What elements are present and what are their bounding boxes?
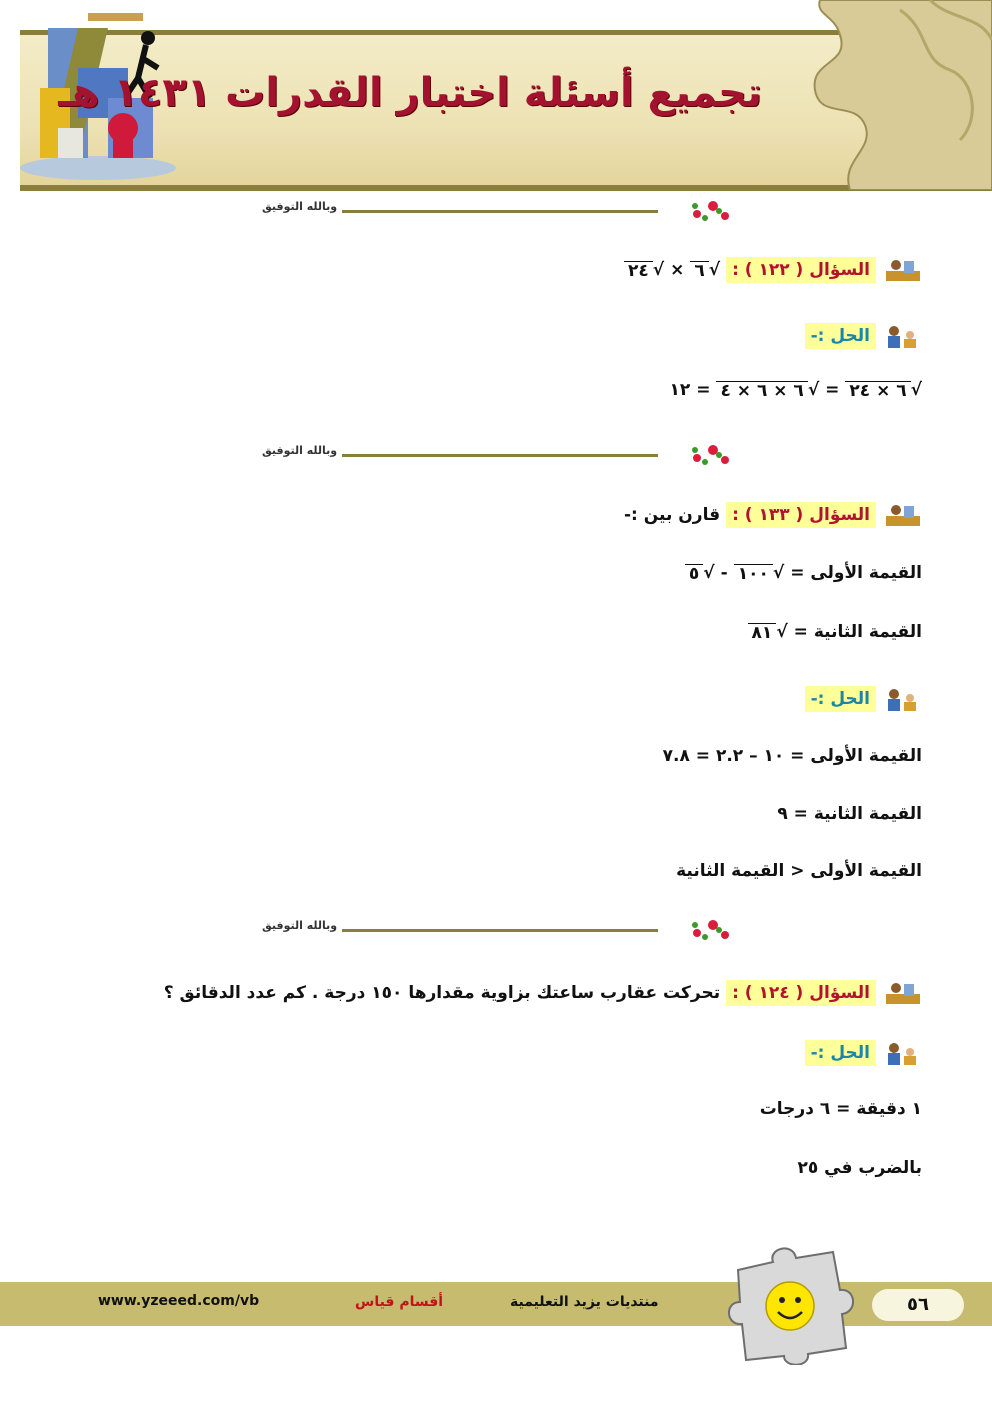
page-number: ٥٦ <box>872 1289 964 1321</box>
minus-sign: - <box>720 563 728 583</box>
divider-line <box>342 454 658 457</box>
solution-line: القيمة الأولى = ١٠ – ٢.٢ = ٧.٨ <box>662 746 922 766</box>
teacher-students-icon <box>882 323 922 349</box>
divider-text: وبالله التوفيق <box>262 200 338 213</box>
question-label: السؤال ( ١٢٢ ) : <box>726 257 876 283</box>
sqrt-expression: √ ٨١ <box>748 622 788 642</box>
teacher-students-icon <box>882 1040 922 1066</box>
equals-sign: = <box>696 380 711 400</box>
question-label: السؤال ( ١٢٤ ) : <box>726 980 876 1006</box>
sqrt-expression: √ ٦ × ٦ × ٤ <box>716 380 819 400</box>
divider-line <box>342 210 658 213</box>
solution-label: الحل :- <box>805 686 876 712</box>
sqrt-expression: √ ٥ <box>685 563 715 583</box>
student-reading-icon <box>882 980 922 1006</box>
puzzle-decoration-icon <box>780 0 992 190</box>
flower-icon <box>687 915 737 945</box>
student-reading-icon <box>882 257 922 283</box>
solution-line: القيمة الثانية = ٩ <box>777 804 922 824</box>
solution-label: الحل :- <box>805 1040 876 1066</box>
divider-text: وبالله التوفيق <box>262 444 338 457</box>
equals-sign: = <box>825 380 840 400</box>
question-text: تحركت عقارب ساعتك بزاوية مقدارها ١٥٠ درجة . كم عدد الدقائق ؟ <box>163 983 721 1003</box>
page-title: تجميع أسئلة اختبار القدرات ١٤٣١ هـ <box>58 70 762 116</box>
sqrt-expression: √ ٦ <box>690 260 720 280</box>
flower-icon <box>687 440 737 470</box>
solution-line <box>669 380 922 400</box>
sqrt-expression: √ ٦ × ٢٤ <box>845 380 922 400</box>
page-header <box>0 0 992 190</box>
flower-icon <box>687 196 737 226</box>
student-reading-icon <box>882 502 922 528</box>
footer-forum-name: منتديات يزيد التعليمية <box>510 1294 659 1310</box>
divider <box>262 915 737 947</box>
solution-line: القيمة الأولى < القيمة الثانية <box>676 861 922 881</box>
smiley-puzzle-icon <box>718 1240 860 1365</box>
value-two-line <box>748 622 922 642</box>
question-124 <box>164 980 922 1006</box>
teacher-students-icon <box>882 686 922 712</box>
question-text: قارن بين :- <box>623 505 721 525</box>
footer-section: أقسام قياس <box>355 1294 444 1310</box>
question-133 <box>624 502 922 528</box>
solution-line: بالضرب في ٢٥ <box>797 1158 922 1178</box>
solution-label: الحل :- <box>805 323 876 349</box>
divider-text: وبالله التوفيق <box>262 919 338 932</box>
sqrt-expression: √ ١٠٠ <box>734 563 784 583</box>
result-value: ١٢ <box>669 380 691 400</box>
times-sign: × <box>670 260 685 280</box>
solution-header <box>805 1040 922 1066</box>
solution-line: ١ دقيقة = ٦ درجات <box>759 1099 922 1119</box>
divider-line <box>342 929 658 932</box>
value-one-line <box>685 563 922 583</box>
solution-header <box>805 323 922 349</box>
question-label: السؤال ( ١٣٣ ) : <box>726 502 876 528</box>
sqrt-expression: √ ٢٤ <box>624 260 664 280</box>
divider <box>262 440 737 472</box>
solution-header <box>805 686 922 712</box>
question-122 <box>624 257 922 283</box>
divider <box>262 196 737 228</box>
value-label: القيمة الثانية = <box>793 622 922 642</box>
footer-url: www.yzeeed.com/vb <box>98 1293 260 1309</box>
value-label: القيمة الأولى = <box>790 563 922 583</box>
